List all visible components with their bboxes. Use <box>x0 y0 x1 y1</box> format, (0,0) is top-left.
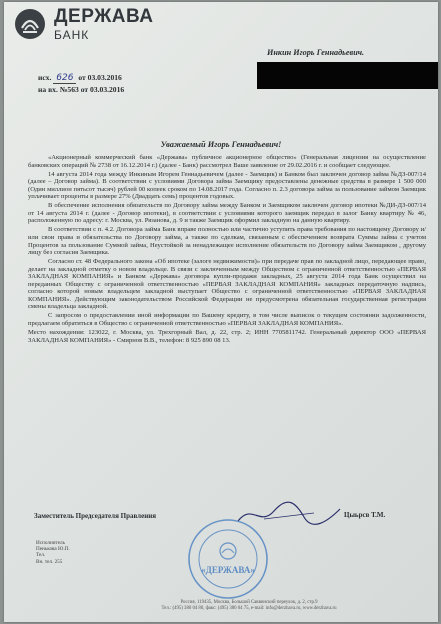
redaction-block <box>257 62 438 89</box>
paragraph: Место нахождения: 123022, г. Москва, ул. Трехгорный Вал, д. 22, стр. 2; ИНН 7705811742. Генеральный директор ООО «ПЕРВАЯ ЗАКЛАДНАЯ КОМПАНИЯ» - Смирнов В.В., телефон: 8 925 890 08 13. <box>28 329 426 344</box>
greeting: Уважаемый Игорь Геннадьевич! <box>160 140 282 149</box>
out-number: 626 <box>53 73 76 84</box>
signatory-title: Заместитель Председателя Правления <box>34 512 157 520</box>
stamp-label: «ДЕРЖАВА» <box>201 565 255 575</box>
paragraph: В обеспечение исполнения обязательств по Договору займа между Банком и Заемщиком заключен договор ипотеки №ДИ-ДЗ-007/14 от 14 августа 2014 г. (далее - Договор ипотеки), в соответствии с условиями которого заемщик передал в залог Банку квартиру № 46, расположенную по адресу: г. Москва, ул. Рязанова, д. 9 и также Заемщик оформил закладную на данную квартиру. <box>28 202 426 225</box>
signatory-name: Цыьрсв Т.М. <box>344 511 386 519</box>
addressee-name: Инкин Игорь Геннадьевич. <box>267 48 365 57</box>
outgoing-reference <box>38 72 124 96</box>
paragraph: Согласно ст. 48 Федерального закона «Об ипотеке (залоге недвижимости)» при передаче прав по закладной лицо, передающее право, делает на закладной отметку о новом владельце. В связи с заключенным между Обществом с ограниченной ответственностью «ПЕРВАЯ ЗАКЛАДНАЯ КОМПАНИЯ» и Банком «Держава» договора купли-продажи закладных, 25 августа 2014 года Банк осуществил на переданных Обществу с ограниченной ответственностью «ПЕРВАЯ ЗАКЛАДНАЯ КОМПАНИЯ» закладных передаточную надпись, согласно которой новым владельцем закладной выступает Общество с ограниченной ответственностью «ПЕРВАЯ ЗАКЛАДНАЯ КОМПАНИЯ». Действующим законодательством Российской Федерации не предусмотрена обязательная государственная регистрация смены владельца закладной. <box>28 258 426 311</box>
bank-emblem-icon <box>14 8 46 40</box>
in-prefix: на вх. <box>38 85 58 94</box>
footer-address: Россия, 119435, Москва, Большой Саввинский переулок, д. 2, стр.9 <box>180 600 318 605</box>
bank-stamp <box>186 517 270 601</box>
letter-body <box>28 154 426 346</box>
in-value: №563 от 03.03.2016 <box>59 85 125 94</box>
bank-name: ДЕРЖАВА <box>54 6 154 27</box>
paragraph: «Акционерный коммерческий банк «Держава» публичное акционерное общество» (Генеральная лицензия на осуществление банковских операций № 2738 от 16.12.2014 г.) (далее - Банк) рассмотрел Ваше заявление от 29.02.2016 г. и сообщает следующее. <box>28 154 426 169</box>
bank-logo <box>14 6 154 46</box>
bank-name-sub: БАНК <box>54 28 90 42</box>
executor-name: Пенькова Ю.П. <box>36 546 70 553</box>
executor-block <box>36 540 70 565</box>
executor-phone: Тел. <box>36 552 46 559</box>
letter-footer <box>99 600 399 612</box>
paragraph: В соответствии с п. 4.2. Договора займа Банк вправе полностью или частично уступить права требования по настоящему Договору и/или свои права и обязательства по Договору займа, а также по сделкам, связанным с обеспечением возврата Суммы займа с учетом Процентов за пользование Суммой займа, Неустойкой за ненадлежащее исполнение обязательств по Договору займа Заемщиком , другому лицу без согласия Заемщика. <box>28 226 426 257</box>
executor-label: Исполнитель <box>36 540 66 546</box>
out-prefix: исх. <box>38 73 52 82</box>
executor-ext: Вн. тел. 255 <box>36 558 63 565</box>
paragraph: С запросом о предоставлении иной информации по Вашему кредиту, в том числе выписок о текущем состоянии задолженности, предлагаем обратиться в Общество с ограниченной ответственностью «ПЕРВАЯ ЗАКЛАДНАЯ КОМПАНИЯ». <box>28 312 426 327</box>
paragraph: 14 августа 2014 года между Инкиным Игорем Геннадьевичем (далее - Заемщик) и Банком был заключен договор займа №ДЗ-007/14 (далее – Договор займа). В соответствии с условиями Договора займа Заемщику предоставлены денежные средства в размере 1 500 000 (Один миллион пятьсот тысяч) рублей 00 копеек сроком по 14.08.2017 года. Согласно п. 2.3 договора займа за пользование займом Заемщик уплачивает проценты в размере 27% (Двадцать семь) процентов годовых. <box>28 170 426 201</box>
letter-page <box>4 2 438 622</box>
footer-contacts: Тел.: (495) 380 04 80, факс: (495) 380 04 75, e-mail: info@derzhava.ru, www.derzhava.ru <box>161 606 337 611</box>
out-date: от 03.03.2016 <box>78 73 122 82</box>
